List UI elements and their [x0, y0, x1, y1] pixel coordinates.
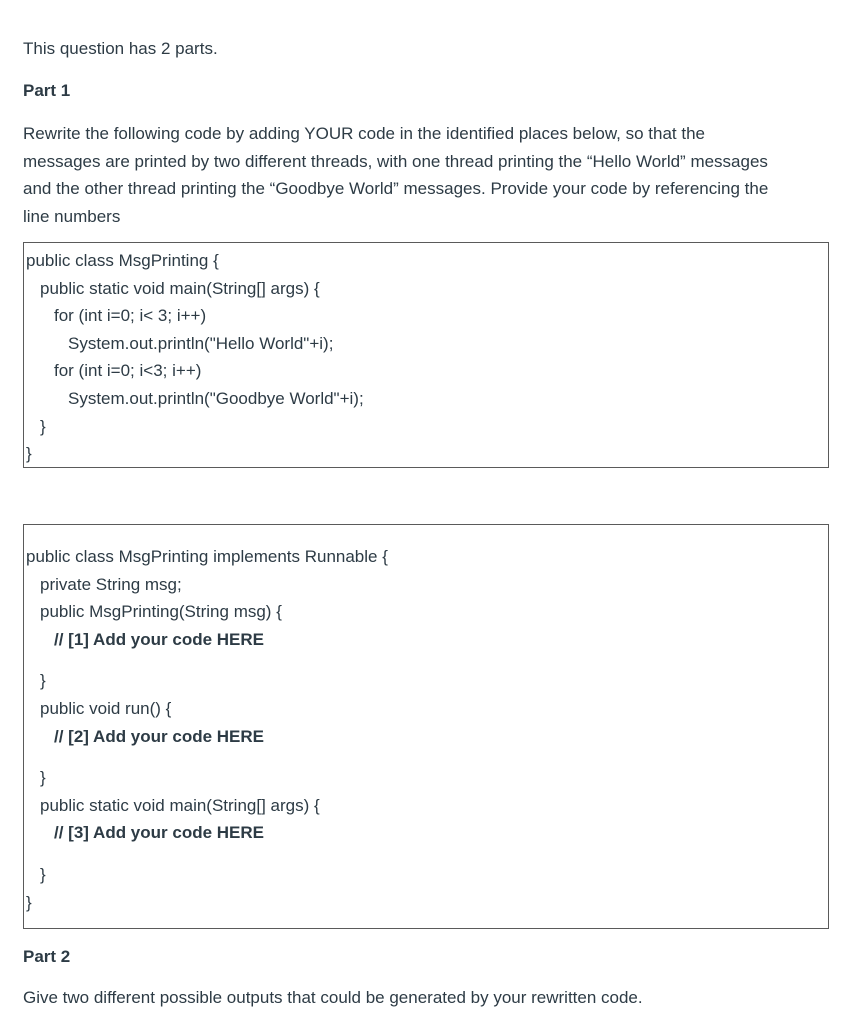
part1-instructions — [23, 120, 823, 230]
code-line: } — [40, 768, 46, 788]
code-line: for (int i=0; i< 3; i++) — [54, 306, 207, 326]
blank-line — [24, 847, 828, 861]
code-placeholder-1: // [1] Add your code HERE — [54, 629, 265, 649]
code-line: public void run() { — [40, 698, 172, 718]
original-code-block — [23, 242, 829, 468]
code-line: public class MsgPrinting implements Runnable { — [26, 547, 388, 566]
part2-heading: Part 2 — [23, 947, 71, 966]
code-line: private String msg; — [40, 574, 182, 594]
code-placeholder-3: // [3] Add your code HERE — [54, 823, 265, 843]
code-line: for (int i=0; i<3; i++) — [54, 361, 202, 381]
instruction-line: and the other thread printing the “Goodbye World” messages. Provide your code by referencing the — [23, 179, 769, 199]
code-line: System.out.println("Hello World"+i); — [68, 333, 334, 353]
instruction-line: line numbers — [23, 206, 121, 226]
code-line: } — [26, 444, 32, 464]
code-line: } — [40, 416, 46, 436]
code-line: } — [40, 864, 46, 884]
blank-line — [24, 750, 828, 764]
intro-text: This question has 2 parts. — [23, 39, 218, 58]
code-line: } — [40, 671, 46, 691]
part1-heading: Part 1 — [23, 81, 71, 100]
code-line: public class MsgPrinting { — [26, 251, 219, 270]
instruction-line: messages are printed by two different threads, with one thread printing the “Hello World” messages — [23, 151, 768, 171]
template-code-block — [23, 524, 829, 929]
code-line: public static void main(String[] args) { — [40, 278, 320, 298]
code-line: } — [26, 892, 32, 912]
code-line: System.out.println("Goodbye World"+i); — [68, 388, 364, 408]
code-placeholder-2: // [2] Add your code HERE — [54, 726, 265, 746]
instruction-line: Rewrite the following code by adding YOUR code in the identified places below, so that the — [23, 124, 705, 143]
code-line: public MsgPrinting(String msg) { — [40, 602, 282, 622]
part2-text: Give two different possible outputs that could be generated by your rewritten code. — [23, 988, 643, 1007]
code-line: public static void main(String[] args) { — [40, 795, 320, 815]
blank-line — [24, 653, 828, 667]
